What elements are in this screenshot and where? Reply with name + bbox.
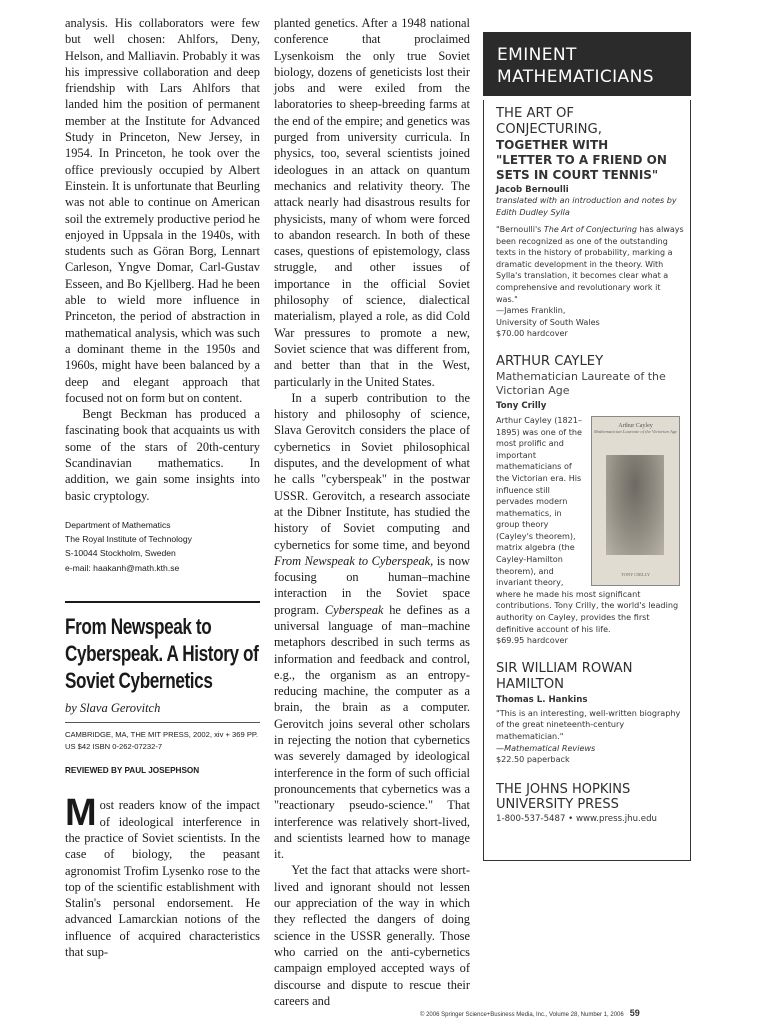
paragraph: [274, 390, 470, 863]
portrait-image: [606, 455, 664, 555]
book-price: $22.50 paperback: [496, 754, 570, 765]
quote-text: "Bernoulli's: [496, 225, 544, 234]
book-quote: "This is an interesting, well-written biography of the great nineteenth-century mathematician.": [496, 707, 681, 741]
book-price: $70.00 hardcover: [496, 328, 568, 339]
paragraph: analysis. His collaborators were few but well chosen: Ahlfors, Deny, Helson, and Malliavin. Probably it was his impressive collaboration and deep friendship with Lars Ahlfors that landed him the position of permanent member at the Institute for Advanced Study in Princeton, New Jersey, in 1954. In Princeton, he took over the office previously occupied by Albert Einstein. It is unfortunate that Beurling was not able to continue on American soil the extremely productive period he enjoyed in Uppsala in the 1940s, with students such as Göran Borg, Lennart Carleson, Yngve Domar, Carl-Gustav Esseen, and Bo Kjellberg. Had he been able to wield more influence in Princeton, the period of abstraction in mathematical analysis, which was such a dominant theme in the 1950s and 1960s, might have been balanced by a deep and elegant approach that focused not on form but on content.: [65, 16, 260, 405]
book-price: $69.95 hardcover: [496, 635, 568, 646]
column-1: [65, 15, 260, 960]
ad-header: [483, 32, 691, 96]
address-email: e-mail: haakanh@math.kth.se: [65, 562, 180, 573]
publication-info: [65, 729, 260, 753]
ad-header-line: EMINENT: [497, 45, 577, 65]
address-line: Department of Mathematics: [65, 519, 171, 530]
review-opening-paragraph: [65, 792, 260, 960]
quote-attribution: —Mathematical Reviews: [496, 742, 596, 753]
quote-text: has always been recognized as one of the outstanding texts in the history of probability, marking a dramatic development in the theory. With Sylla's translation, it becomes clear what a comprehensive and revolutionary work it was.": [496, 225, 684, 304]
cover-author: TONY CRILLY: [620, 571, 651, 577]
paragraph: Bengt Beckman has produced a fascinating book that acquaints us with some of the stars of 20th-century Scandinavian mathematics. In addition, we gain some insights into basic cryptology.: [65, 407, 260, 503]
book-title: THE ART OF: [496, 106, 574, 121]
publisher-name: [496, 782, 684, 812]
review-title: From Newspeak to Cyberspeak. A History of Soviet Cybernetics: [65, 613, 259, 693]
divider: [65, 722, 260, 723]
book-cover-image: [591, 416, 680, 586]
quote-attribution: —James Franklin,: [496, 305, 566, 316]
book-title: CONJECTURING,: [496, 122, 602, 137]
address-line: S-10044 Stockholm, Sweden: [65, 548, 176, 559]
publisher-contact: 1-800-537-5487 • www.press.jhu.edu: [496, 813, 657, 824]
address-line: The Royal Institute of Technology: [65, 534, 192, 545]
book-subtitle: TOGETHER WITH: [496, 138, 609, 152]
reviewer-credit: REVIEWED BY PAUL JOSEPHSON: [65, 766, 200, 776]
page-footer: [420, 1008, 680, 1018]
quote-italic: The Art of Conjecturing: [543, 225, 637, 234]
book-author: Jacob Bernoulli: [496, 185, 569, 195]
copyright-line: © 2006 Springer Science+Business Media, Inc., Volume 28, Number 1, 2006: [420, 1012, 624, 1018]
book-subtitle: "LETTER TO A FRIEND ON: [496, 153, 667, 167]
review-book-author: by Slava Gerovitch: [65, 700, 161, 715]
cover-title: Arthur Cayley: [618, 422, 653, 429]
quote-affiliation: University of South Wales: [496, 316, 600, 327]
book-subtitle: Mathematician Laureate of the Victorian Age: [496, 369, 666, 398]
book-title: ARTHUR CAYLEY: [496, 353, 604, 369]
paragraph: Yet the fact that attacks were short-lived and ignorant should not lessen our appreciation of the way in which they reflected the dangers of doing science in the USSR generally. Those who carried on the anti-cybernetics campaign employed accepted ways of discourse and dispute to rescue their careers and: [274, 863, 470, 1008]
text-run: he defines as a universal language of man–machine metaphors described in such terms as information and feedback and control, e.g., the organism as an entropy-reducing machine, the computer as a brain, the brain as a computer. Gerovitch joins several other scholars in rejecting the notion that cybernetics was severely damaged by ideological interference in the form of such official pronouncements that cybernetics was a "reactionary pseudo-science." That interference was relatively short-lived, and scientists learned how to manage it.: [274, 602, 471, 862]
paragraph: planted genetics. After a 1948 national conference that proclaimed Lysenkoism the only true Soviet biology, dozens of geneticists lost their jobs and were exiled from the laboratories to sheep-breeding farms at the end of the empire; and genetics was purged from university curricula. In physics, too, several scientists joined ideologues in an attack on quantum mechanics and relativity theory. The attack nearly had disastrous results for physicists, many of whom were forced to abandon research. In both of these cases, questions of epistemology, class struggle, and other issues of importance in the official Soviet philosophy of science, dialectical materialism, played a role, as did Cold War pressures to promote a new, Soviet science that was different from, and better than that in the West, particularly in the United States.: [274, 16, 470, 389]
drop-cap: M: [65, 792, 97, 835]
cover-subtitle: Mathematician Laureate of the Victorian Age: [593, 428, 678, 434]
page-number: 59: [629, 1008, 640, 1018]
paragraph-text: ost readers know of the impact of ideological interference in the practice of Soviet scientists. In the case of biology, the peasant agronomist Trofim Lysenko rose to the top of the scientific establishment with Stalin's personal endorsement. He advanced Lamarckian notions of the influence of acquired characteristics that sup-: [65, 798, 260, 959]
column-2: [274, 15, 470, 1009]
author-address: [65, 518, 260, 575]
section-divider: [65, 601, 260, 603]
book-entry-bernoulli: [496, 106, 684, 340]
text-run: , is now focusing on human–machine interaction in the Soviet space program.: [274, 553, 470, 617]
ad-header-line: MATHEMATICIANS: [497, 67, 654, 87]
term-italic: Cyberspeak: [324, 602, 384, 617]
book-title: HAMILTON: [496, 676, 565, 692]
publication-line: CAMBRIDGE, MA, THE MIT PRESS, 2002, xiv + 369 PP.: [65, 730, 259, 740]
book-entry-cayley: [496, 354, 684, 647]
book-quote: [496, 224, 684, 305]
publisher-line: THE JOHNS HOPKINS: [496, 781, 631, 797]
ad-body: [483, 100, 691, 861]
advertisement-sidebar: [483, 32, 691, 868]
book-translator-note: translated with an introduction and notes by Edith Dudley Sylla: [496, 195, 677, 217]
book-title: SIR WILLIAM ROWAN: [496, 660, 633, 676]
book-description-block: [496, 415, 684, 647]
book-entry-hamilton: [496, 661, 684, 766]
book-author: Tony Crilly: [496, 400, 547, 411]
publication-line: US $42 ISBN 0-262-07232-7: [65, 742, 163, 752]
publisher-line: UNIVERSITY PRESS: [496, 796, 619, 812]
book-subtitle: SETS IN COURT TENNIS": [496, 168, 659, 182]
book-description: Arthur Cayley (1821–1895) was one of the most prolific and important mathematicians of the Victorian era. His influence still pervades modern mathematics, in group theory (Cayley's theorem), matrix algebra (the Cayley-Hamilton theorem), and invariant theory, where he made his most significant contributions. Tony Crilly, the world's leading authority on Cayley, provides the first definitive account of his life.: [496, 414, 679, 634]
book-title-italic: From Newspeak to Cyberspeak: [274, 553, 431, 568]
book-author: Thomas L. Hankins: [496, 694, 588, 705]
text-run: In a superb contribution to the history and philosophy of science, Slava Gerovitch considers the place of cybernetics in Soviet philosophical disputes, and the development of what he calls "cyberspeak" in the postwar USSR. Gerovitch, a research associate at the Dibner Institute, has studied the history of Soviet computing and cybernetics for some time, and beyond: [274, 390, 470, 552]
